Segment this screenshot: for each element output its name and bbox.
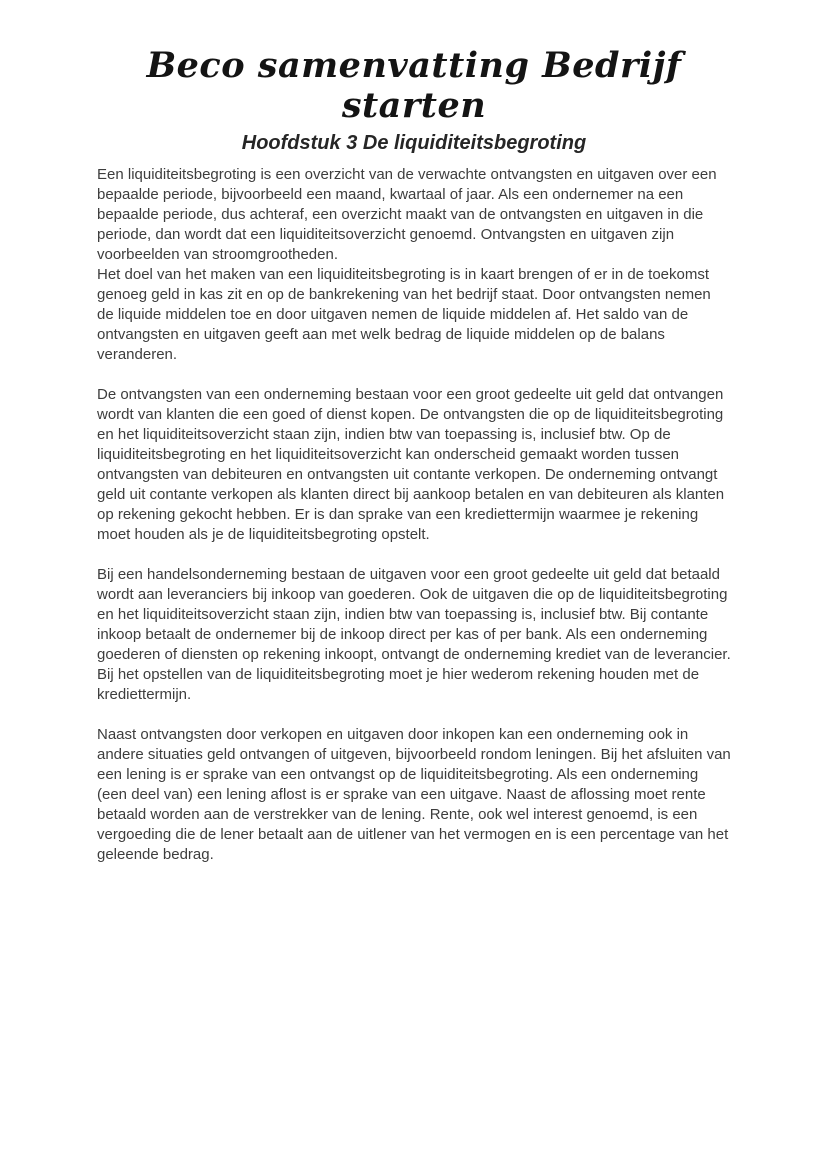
chapter-heading: Hoofdstuk 3 De liquiditeitsbegroting <box>241 131 587 154</box>
document-title: Beco samenvatting Bedrijf starten <box>146 45 682 127</box>
paragraph-3: De ontvangsten van een onderneming bestaan voor een groot gedeelte uit geld dat ontvangen wordt van klanten die een goed of dienst kopen. De ontvangsten die op de liquiditeitsbegroting en het liquiditeitsoverzicht staan zijn, indien btw van toepassing is, inclusief btw. Op de liquiditeitsbegroting en het liquiditeitsoverzicht kan onderscheid gemaakt worden tussen ontvangsten van debiteuren en ontvangsten uit contante verkopen. De onderneming ontvangt geld uit contante verkopen als klanten direct bij aankoop betalen en van debiteuren als klanten op rekening gekocht hebben. Er is dan sprake van een krediettermijn waarmee je rekening moet houden als je de liquiditeitsbegroting opstelt. <box>97 385 725 543</box>
paragraph-5: Naast ontvangsten door verkopen en uitgaven door inkopen kan een onderneming ook in andere situaties geld ontvangen of uitgeven, bijvoorbeeld rondom leningen. Bij het afsluiten van een lening is er sprake van een ontvangst op de liquiditeitsbegroting. Als een onderneming (een deel van) een lening aflost is er sprake van een uitgave. Naast de aflossing moet rente betaald worden aan de verstrekker van de lening. Rente, ook wel interest genoemd, is een vergoeding die de lener betaalt aan de uitlener van het vermogen en is een percentage van het geleende bedrag. <box>97 725 731 863</box>
paragraph-2: Het doel van het maken van een liquiditeitsbegroting is in kaart brengen of er in de toekomst genoeg geld in kas zit en op de bankrekening van het bedrijf staat. Door ontvangsten nemen de liquide middelen toe en door uitgaven nemen de liquide middelen af. Het saldo van de ontvangsten en uitgaven geeft aan met welk bedrag de liquide middelen op de balans veranderen. <box>97 265 711 363</box>
paragraph-1: Een liquiditeitsbegroting is een overzicht van de verwachte ontvangsten en uitgaven over een bepaalde periode, bijvoorbeeld een maand, kwartaal of jaar. Als een ondernemer na een bepaalde periode, dus achteraf, een overzicht maakt van de ontvangsten en uitgaven in die periode, dan wordt dat een liquiditeitsoverzicht genoemd. Ontvangsten en uitgaven zijn voorbeelden van stroomgrootheden. <box>97 165 717 263</box>
paragraph-4: Bij een handelsonderneming bestaan de uitgaven voor een groot gedeelte uit geld dat betaald wordt aan leveranciers bij inkoop van goederen. Ook de uitgaven die op de liquiditeitsbegroting en het liquiditeitsoverzicht staan zijn, indien btw van toepassing is, inclusief btw. Bij contante inkoop betaalt de ondernemer bij de inkoop direct per kas of per bank. Als een onderneming goederen of diensten op rekening inkoopt, ontvangt de onderneming krediet van de leverancier. Bij het opstellen van de liquiditeitsbegroting moet je hier wederom rekening houden met de krediettermijn. <box>97 565 731 703</box>
